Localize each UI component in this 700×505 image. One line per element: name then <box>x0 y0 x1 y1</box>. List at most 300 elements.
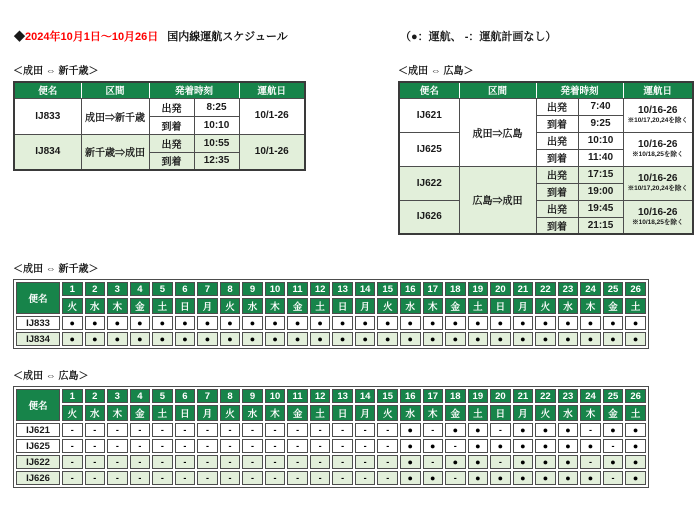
operation-mark-cell: ● <box>332 316 353 330</box>
day-header-cell: 26 <box>625 282 646 296</box>
operation-mark-cell: ● <box>535 471 556 485</box>
day-header-cell: 22 <box>535 282 556 296</box>
weekday-header-cell: 木 <box>580 298 601 314</box>
col-header-flight: 便名 <box>16 282 60 314</box>
flight-number-cell: IJ625 <box>399 132 459 166</box>
operation-mark-cell: - <box>332 471 353 485</box>
weekday-header-cell: 金 <box>445 405 466 421</box>
operation-mark-cell: ● <box>445 423 466 437</box>
operation-mark-cell: - <box>130 455 151 469</box>
weekday-header-cell: 日 <box>175 298 196 314</box>
operation-mark-cell: ● <box>332 332 353 346</box>
day-header-cell: 18 <box>445 389 466 403</box>
weekday-header-cell: 金 <box>287 298 308 314</box>
operation-mark-cell: - <box>107 423 128 437</box>
arrival-time-cell: 21:15 <box>578 217 623 234</box>
operating-dates-note: ※10/18,25を除く <box>632 218 684 226</box>
day-header-cell: 11 <box>287 389 308 403</box>
weekday-header-cell: 金 <box>130 405 151 421</box>
weekday-header-cell: 日 <box>490 405 511 421</box>
flight-table-section-narita-shinchitose <box>13 66 306 171</box>
arrival-time-cell: 12:35 <box>194 152 239 170</box>
day-header-cell: 8 <box>220 282 241 296</box>
title-diamond-icon: ◆ <box>14 31 25 43</box>
departure-label: 出発 <box>536 98 578 115</box>
segment-cell: 新千歳⇒成田 <box>81 134 149 170</box>
operation-mark-cell: ● <box>535 439 556 453</box>
flight-number-cell: IJ834 <box>14 134 81 170</box>
operation-mark-cell: ● <box>310 316 331 330</box>
operation-mark-cell: ● <box>513 316 534 330</box>
arrival-time-cell: 10:10 <box>194 116 239 134</box>
operation-mark-cell: ● <box>400 439 421 453</box>
day-header-cell: 18 <box>445 282 466 296</box>
operation-mark-cell: - <box>220 423 241 437</box>
flight-number-cell: IJ621 <box>399 98 459 132</box>
operation-mark-cell: ● <box>603 423 624 437</box>
operation-mark-cell: - <box>220 471 241 485</box>
operation-mark-cell: ● <box>400 423 421 437</box>
departure-label: 出発 <box>536 166 578 183</box>
day-header-cell: 4 <box>130 282 151 296</box>
title-label: 国内線運航スケジュール <box>167 31 288 43</box>
operation-mark-cell: - <box>85 455 106 469</box>
day-header-cell: 3 <box>107 282 128 296</box>
day-header-cell: 23 <box>558 282 579 296</box>
operation-mark-cell: ● <box>513 423 534 437</box>
weekday-header-cell: 月 <box>513 298 534 314</box>
operation-mark-cell: - <box>445 439 466 453</box>
day-header-cell: 2 <box>85 389 106 403</box>
day-header-cell: 6 <box>175 389 196 403</box>
operation-mark-cell: ● <box>625 316 646 330</box>
operation-mark-cell: ● <box>468 423 489 437</box>
weekday-header-cell: 日 <box>490 298 511 314</box>
operation-mark-cell: ● <box>490 332 511 346</box>
operation-mark-cell: ● <box>445 455 466 469</box>
col-header-segment: 区間 <box>459 82 536 98</box>
operation-mark-cell: - <box>220 439 241 453</box>
operation-mark-cell: ● <box>423 332 444 346</box>
operation-mark-cell: ● <box>197 332 218 346</box>
weekday-header-cell: 水 <box>400 405 421 421</box>
operation-mark-cell: - <box>152 455 173 469</box>
operation-mark-cell: ● <box>468 332 489 346</box>
day-header-cell: 4 <box>130 389 151 403</box>
day-header-cell: 24 <box>580 282 601 296</box>
page-title <box>14 28 288 44</box>
operation-mark-cell: ● <box>423 439 444 453</box>
day-header-cell: 21 <box>513 389 534 403</box>
departure-time-cell: 10:10 <box>578 132 623 149</box>
operation-mark-cell: ● <box>580 332 601 346</box>
flight-number-cell: IJ622 <box>399 166 459 200</box>
operation-mark-cell: - <box>242 439 263 453</box>
day-header-cell: 8 <box>220 389 241 403</box>
operation-mark-cell: - <box>603 471 624 485</box>
weekday-header-cell: 火 <box>535 405 556 421</box>
flight-number-cell: IJ834 <box>16 332 60 346</box>
operation-mark-cell: - <box>265 471 286 485</box>
operation-mark-cell: ● <box>377 316 398 330</box>
day-header-cell: 10 <box>265 389 286 403</box>
operation-mark-cell: - <box>197 439 218 453</box>
operation-mark-cell: - <box>62 455 83 469</box>
operation-mark-cell: - <box>175 423 196 437</box>
operation-mark-cell: ● <box>445 316 466 330</box>
operation-mark-cell: - <box>197 471 218 485</box>
operation-mark-cell: - <box>423 423 444 437</box>
weekday-header-cell: 土 <box>152 298 173 314</box>
operation-mark-cell: - <box>152 471 173 485</box>
weekday-header-cell: 木 <box>423 298 444 314</box>
operation-mark-cell: ● <box>197 316 218 330</box>
arrival-time-cell: 19:00 <box>578 183 623 200</box>
operating-dates-cell <box>239 134 305 170</box>
departure-label: 出発 <box>149 134 194 152</box>
weekday-header-cell: 木 <box>107 405 128 421</box>
operation-mark-cell: - <box>107 471 128 485</box>
day-header-cell: 24 <box>580 389 601 403</box>
day-header-cell: 23 <box>558 389 579 403</box>
day-header-cell: 1 <box>62 282 83 296</box>
operation-mark-cell: - <box>242 455 263 469</box>
arrival-label: 到着 <box>536 217 578 234</box>
operation-mark-cell: ● <box>468 439 489 453</box>
operation-mark-cell: ● <box>513 332 534 346</box>
operation-mark-cell: - <box>265 439 286 453</box>
operation-mark-cell: ● <box>62 332 83 346</box>
day-header-cell: 14 <box>355 282 376 296</box>
col-header-segment: 区間 <box>81 82 149 98</box>
weekday-header-cell: 土 <box>625 405 646 421</box>
arrival-label: 到着 <box>149 152 194 170</box>
day-header-cell: 20 <box>490 389 511 403</box>
col-header-flight: 便名 <box>16 389 60 421</box>
operation-mark-cell: ● <box>400 332 421 346</box>
operation-mark-cell: ● <box>242 332 263 346</box>
operation-mark-cell: ● <box>603 332 624 346</box>
departure-time-cell: 19:45 <box>578 200 623 217</box>
day-header-cell: 7 <box>197 389 218 403</box>
operation-mark-cell: ● <box>400 471 421 485</box>
weekday-header-cell: 木 <box>423 405 444 421</box>
operating-dates-note: ※10/18,25を除く <box>632 151 684 158</box>
operation-calendar-table <box>13 279 649 349</box>
arrival-label: 到着 <box>536 183 578 200</box>
operation-mark-cell: - <box>62 439 83 453</box>
weekday-header-cell: 火 <box>220 298 241 314</box>
operation-mark-cell: ● <box>152 332 173 346</box>
operation-mark-cell: ● <box>513 455 534 469</box>
day-header-cell: 19 <box>468 282 489 296</box>
day-header-cell: 25 <box>603 282 624 296</box>
operation-mark-cell: - <box>85 423 106 437</box>
operation-mark-cell: ● <box>558 439 579 453</box>
operation-mark-cell: - <box>85 471 106 485</box>
weekday-header-cell: 日 <box>332 298 353 314</box>
section-title: ＜成田 ⇔ 広島＞ <box>13 371 89 382</box>
operation-mark-cell: - <box>175 471 196 485</box>
operation-mark-cell: - <box>287 455 308 469</box>
weekday-header-cell: 金 <box>287 405 308 421</box>
operation-mark-cell: ● <box>625 423 646 437</box>
weekday-header-cell: 水 <box>558 405 579 421</box>
operation-mark-cell: ● <box>625 455 646 469</box>
operation-mark-cell: ● <box>625 439 646 453</box>
operation-mark-cell: - <box>130 471 151 485</box>
operation-mark-cell: - <box>197 423 218 437</box>
col-header-times: 発着時刻 <box>149 82 239 98</box>
operation-mark-cell: - <box>62 423 83 437</box>
weekday-header-cell: 月 <box>197 298 218 314</box>
operation-mark-cell: - <box>310 423 331 437</box>
day-header-cell: 14 <box>355 389 376 403</box>
day-header-cell: 16 <box>400 282 421 296</box>
operation-mark-cell: ● <box>355 316 376 330</box>
operation-mark-cell: - <box>107 455 128 469</box>
day-header-cell: 1 <box>62 389 83 403</box>
operation-mark-cell: ● <box>220 316 241 330</box>
operation-mark-cell: - <box>355 455 376 469</box>
weekday-header-cell: 水 <box>558 298 579 314</box>
operation-mark-cell: - <box>310 471 331 485</box>
segment-cell: 成田⇒新千歳 <box>81 98 149 134</box>
day-header-cell: 25 <box>603 389 624 403</box>
day-header-cell: 20 <box>490 282 511 296</box>
operation-mark-cell: ● <box>423 316 444 330</box>
operation-mark-cell: - <box>287 439 308 453</box>
operation-mark-cell: ● <box>220 332 241 346</box>
weekday-header-cell: 日 <box>332 405 353 421</box>
weekday-header-cell: 木 <box>107 298 128 314</box>
operation-mark-cell: ● <box>535 455 556 469</box>
arrival-label: 到着 <box>536 149 578 166</box>
operation-mark-cell: - <box>332 439 353 453</box>
operation-mark-cell: ● <box>625 332 646 346</box>
flight-number-cell: IJ625 <box>16 439 60 453</box>
weekday-header-cell: 金 <box>603 298 624 314</box>
day-header-cell: 3 <box>107 389 128 403</box>
departure-label: 出発 <box>149 98 194 116</box>
flight-number-cell: IJ833 <box>14 98 81 134</box>
weekday-header-cell: 木 <box>580 405 601 421</box>
col-header-dates: 運航日 <box>623 82 693 98</box>
operation-mark-cell: - <box>332 455 353 469</box>
operation-mark-cell: ● <box>558 455 579 469</box>
operation-mark-cell: ● <box>85 332 106 346</box>
operation-mark-cell: - <box>603 439 624 453</box>
operation-mark-cell: ● <box>603 455 624 469</box>
operating-dates-text: 10/16-26 <box>638 105 678 116</box>
operation-mark-cell: - <box>242 423 263 437</box>
weekday-header-cell: 水 <box>400 298 421 314</box>
operation-mark-cell: ● <box>468 471 489 485</box>
operation-mark-cell: ● <box>580 439 601 453</box>
operation-mark-cell: ● <box>445 332 466 346</box>
operation-mark-cell: ● <box>468 455 489 469</box>
operation-mark-cell: ● <box>625 471 646 485</box>
day-header-cell: 7 <box>197 282 218 296</box>
day-header-cell: 15 <box>377 282 398 296</box>
operation-mark-cell: - <box>130 439 151 453</box>
operation-mark-cell: - <box>175 455 196 469</box>
weekday-header-cell: 土 <box>468 298 489 314</box>
operation-mark-cell: ● <box>490 471 511 485</box>
operation-mark-cell: - <box>130 423 151 437</box>
operation-mark-cell: ● <box>265 332 286 346</box>
col-header-flight: 便名 <box>14 82 81 98</box>
weekday-header-cell: 火 <box>62 405 83 421</box>
operation-mark-cell: - <box>355 439 376 453</box>
day-header-cell: 6 <box>175 282 196 296</box>
day-header-cell: 16 <box>400 389 421 403</box>
operation-mark-cell: ● <box>355 332 376 346</box>
weekday-header-cell: 水 <box>242 405 263 421</box>
flight-table-section-narita-hiroshima <box>398 66 694 235</box>
section-title: ＜成田 ⇔ 新千歳＞ <box>13 264 99 275</box>
departure-time-cell: 17:15 <box>578 166 623 183</box>
section-title: ＜成田 ⇔ 広島＞ <box>398 66 474 77</box>
flight-schedule-table <box>13 81 306 171</box>
operation-mark-cell: - <box>152 423 173 437</box>
operation-mark-cell: - <box>85 439 106 453</box>
operation-mark-cell: ● <box>287 332 308 346</box>
operating-dates-cell <box>623 98 693 132</box>
operation-mark-cell: ● <box>85 316 106 330</box>
operation-mark-cell: - <box>490 455 511 469</box>
operation-mark-cell: - <box>287 423 308 437</box>
operating-dates-text: 10/1-26 <box>254 145 289 157</box>
arrival-time-cell: 11:40 <box>578 149 623 166</box>
operating-dates-text: 10/16-26 <box>638 139 678 150</box>
operation-mark-cell: - <box>197 455 218 469</box>
operation-mark-cell: ● <box>558 316 579 330</box>
operation-mark-cell: ● <box>513 439 534 453</box>
flight-number-cell: IJ622 <box>16 455 60 469</box>
weekday-header-cell: 木 <box>265 298 286 314</box>
day-header-cell: 21 <box>513 282 534 296</box>
operation-mark-cell: ● <box>558 332 579 346</box>
operation-mark-cell: ● <box>287 316 308 330</box>
operation-mark-cell: ● <box>377 332 398 346</box>
operation-mark-cell: ● <box>400 316 421 330</box>
weekday-header-cell: 金 <box>130 298 151 314</box>
weekday-header-cell: 火 <box>220 405 241 421</box>
operation-mark-cell: - <box>220 455 241 469</box>
day-header-cell: 5 <box>152 389 173 403</box>
weekday-header-cell: 木 <box>265 405 286 421</box>
operation-mark-cell: ● <box>580 316 601 330</box>
title-date-range: 2024年10月1日～10月26日 <box>25 31 159 43</box>
departure-label: 出発 <box>536 200 578 217</box>
operation-mark-cell: - <box>355 471 376 485</box>
operation-mark-cell: ● <box>310 332 331 346</box>
day-header-cell: 9 <box>242 282 263 296</box>
weekday-header-cell: 日 <box>175 405 196 421</box>
day-header-cell: 17 <box>423 282 444 296</box>
operation-mark-cell: ● <box>490 316 511 330</box>
operation-mark-cell: ● <box>535 316 556 330</box>
weekday-header-cell: 土 <box>468 405 489 421</box>
departure-label: 出発 <box>536 132 578 149</box>
weekday-header-cell: 水 <box>85 298 106 314</box>
operation-mark-cell: ● <box>423 471 444 485</box>
arrival-time-cell: 9:25 <box>578 115 623 132</box>
operation-mark-cell: ● <box>175 316 196 330</box>
day-header-cell: 2 <box>85 282 106 296</box>
operation-mark-cell: ● <box>535 423 556 437</box>
operation-mark-cell: ● <box>535 332 556 346</box>
segment-cell: 成田⇒広島 <box>459 98 536 166</box>
day-header-cell: 11 <box>287 282 308 296</box>
operation-mark-cell: - <box>310 455 331 469</box>
weekday-header-cell: 水 <box>85 405 106 421</box>
operation-mark-cell: ● <box>558 423 579 437</box>
day-header-cell: 12 <box>310 282 331 296</box>
operating-dates-cell <box>239 98 305 134</box>
weekday-header-cell: 月 <box>355 298 376 314</box>
col-header-flight: 便名 <box>399 82 459 98</box>
day-header-cell: 17 <box>423 389 444 403</box>
operation-mark-cell: - <box>332 423 353 437</box>
flight-number-cell: IJ626 <box>399 200 459 234</box>
operation-mark-cell: ● <box>603 316 624 330</box>
operating-dates-note: ※10/17,20,24を除く <box>627 185 688 192</box>
weekday-header-cell: 金 <box>603 405 624 421</box>
legend: （●：運航、 -：運航計画なし） <box>400 31 557 43</box>
operation-mark-cell: - <box>423 455 444 469</box>
weekday-header-cell: 金 <box>445 298 466 314</box>
day-header-cell: 22 <box>535 389 556 403</box>
operation-mark-cell: ● <box>130 316 151 330</box>
operation-mark-cell: ● <box>62 316 83 330</box>
calendar-section-narita-hiroshima <box>13 371 649 488</box>
operating-dates-text: 10/16-26 <box>638 173 678 184</box>
calendar-section-narita-shinchitose <box>13 264 649 349</box>
col-header-dates: 運航日 <box>239 82 305 98</box>
operation-mark-cell: - <box>265 423 286 437</box>
day-header-cell: 10 <box>265 282 286 296</box>
operation-mark-cell: - <box>355 423 376 437</box>
section-title: ＜成田 ⇔ 新千歳＞ <box>13 66 99 77</box>
flight-number-cell: IJ626 <box>16 471 60 485</box>
operation-mark-cell: - <box>377 439 398 453</box>
operation-mark-cell: - <box>152 439 173 453</box>
operation-mark-cell: ● <box>242 316 263 330</box>
flight-schedule-table <box>398 81 694 235</box>
operation-mark-cell: - <box>62 471 83 485</box>
operation-calendar-table <box>13 386 649 488</box>
operation-mark-cell: ● <box>152 316 173 330</box>
segment-cell: 広島⇒成田 <box>459 166 536 234</box>
weekday-header-cell: 火 <box>377 298 398 314</box>
operation-mark-cell: - <box>377 455 398 469</box>
operation-mark-cell: - <box>580 423 601 437</box>
day-header-cell: 5 <box>152 282 173 296</box>
weekday-header-cell: 火 <box>62 298 83 314</box>
operation-mark-cell: ● <box>580 471 601 485</box>
operation-mark-cell: ● <box>175 332 196 346</box>
weekday-header-cell: 月 <box>197 405 218 421</box>
weekday-header-cell: 水 <box>242 298 263 314</box>
day-header-cell: 15 <box>377 389 398 403</box>
day-header-cell: 9 <box>242 389 263 403</box>
operating-dates-cell <box>623 200 693 234</box>
operation-mark-cell: - <box>175 439 196 453</box>
day-header-cell: 19 <box>468 389 489 403</box>
operation-mark-cell: ● <box>558 471 579 485</box>
